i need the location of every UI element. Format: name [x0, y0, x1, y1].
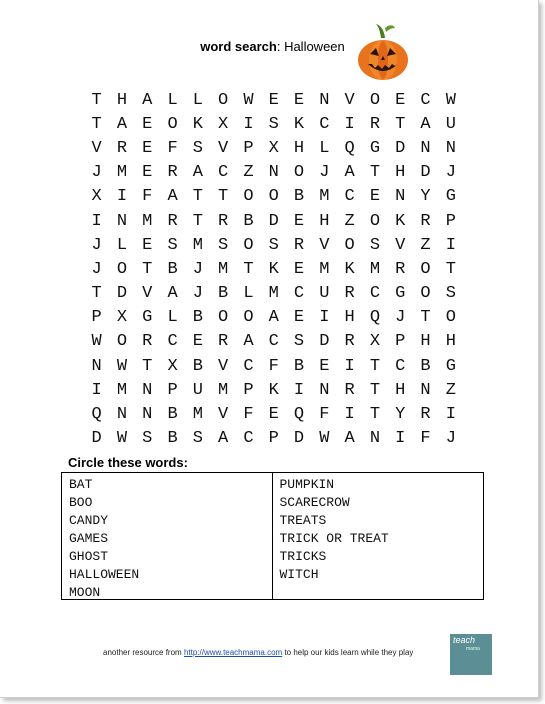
grid-letter[interactable]: Q	[344, 138, 355, 158]
grid-letter[interactable]: N	[445, 138, 456, 158]
grid-letter[interactable]: K	[268, 380, 279, 400]
grid-letter[interactable]: T	[192, 187, 203, 207]
grid-letter[interactable]: O	[116, 332, 128, 352]
grid-letter[interactable]: G	[395, 284, 406, 304]
grid-letter[interactable]: V	[319, 235, 330, 255]
grid-letter[interactable]: Z	[243, 163, 254, 183]
word-list-item: PUMPKIN	[279, 477, 335, 492]
grid-letter[interactable]: C	[344, 187, 355, 207]
grid-letter[interactable]: W	[243, 90, 254, 110]
grid-letter[interactable]: N	[319, 380, 330, 400]
grid-letter[interactable]: P	[445, 211, 456, 231]
grid-letter[interactable]: H	[420, 332, 431, 352]
grid-letter[interactable]: M	[192, 405, 203, 425]
grid-letter[interactable]: U	[445, 114, 456, 134]
grid-letter[interactable]: R	[344, 380, 355, 400]
grid-letter[interactable]: L	[167, 90, 178, 110]
grid-letter[interactable]: T	[243, 259, 254, 279]
footer-suffix: to help our kids learn while they play	[284, 648, 414, 657]
grid-letter[interactable]: O	[268, 187, 279, 207]
grid-letter[interactable]: T	[142, 356, 153, 376]
grid-letter[interactable]: I	[445, 235, 456, 255]
grid-letter[interactable]: E	[268, 405, 279, 425]
grid-letter[interactable]: S	[445, 284, 456, 304]
grid-letter[interactable]: H	[116, 90, 128, 110]
grid-letter[interactable]: B	[192, 356, 203, 376]
grid-letter[interactable]: J	[192, 259, 203, 279]
grid-letter[interactable]: R	[167, 163, 178, 183]
grid-letter[interactable]: A	[167, 284, 178, 304]
grid-letter[interactable]: T	[142, 259, 153, 279]
grid-letter[interactable]: O	[116, 259, 128, 279]
grid-letter[interactable]: M	[116, 163, 128, 183]
grid-row	[84, 161, 463, 185]
grid-letter[interactable]: X	[369, 332, 381, 352]
grid-letter[interactable]: N	[142, 380, 153, 400]
grid-letter[interactable]: A	[344, 429, 355, 449]
grid-letter[interactable]: L	[243, 284, 254, 304]
grid-letter[interactable]: B	[293, 187, 305, 207]
grid-letter[interactable]: D	[420, 163, 431, 183]
grid-letter[interactable]: S	[192, 138, 203, 158]
grid-letter[interactable]: H	[344, 308, 355, 328]
grid-row	[84, 233, 463, 257]
grid-row	[84, 257, 463, 281]
grid-letter[interactable]: V	[218, 405, 229, 425]
grid-letter[interactable]: T	[369, 405, 381, 425]
grid-letter[interactable]: M	[369, 259, 381, 279]
grid-row	[84, 282, 463, 306]
grid-letter[interactable]: O	[243, 235, 254, 255]
letter-grid	[84, 88, 463, 451]
word-list-heading: Circle these words:	[68, 455, 188, 470]
grid-letter[interactable]: O	[167, 114, 178, 134]
grid-letter[interactable]: J	[445, 163, 456, 183]
grid-letter[interactable]: T	[91, 114, 102, 134]
grid-letter[interactable]: M	[218, 259, 229, 279]
grid-letter[interactable]: R	[420, 211, 431, 231]
grid-letter[interactable]: W	[116, 356, 128, 376]
grid-letter[interactable]: M	[142, 211, 153, 231]
grid-letter[interactable]: S	[268, 114, 279, 134]
grid-letter[interactable]: L	[116, 235, 128, 255]
grid-letter[interactable]: P	[91, 308, 102, 328]
grid-letter[interactable]: Q	[369, 308, 381, 328]
grid-letter[interactable]: K	[192, 114, 203, 134]
grid-row	[84, 330, 463, 354]
grid-letter[interactable]: E	[142, 114, 153, 134]
word-list-right-column	[273, 473, 484, 599]
grid-letter[interactable]: K	[268, 259, 279, 279]
grid-letter[interactable]: P	[167, 380, 178, 400]
grid-letter[interactable]: G	[445, 356, 456, 376]
grid-letter[interactable]: A	[268, 308, 279, 328]
grid-letter[interactable]: J	[91, 163, 102, 183]
grid-letter[interactable]: A	[192, 163, 203, 183]
word-list-item: BOO	[69, 495, 93, 510]
grid-letter[interactable]: E	[293, 308, 305, 328]
grid-letter[interactable]: J	[91, 235, 102, 255]
grid-letter[interactable]: I	[395, 429, 406, 449]
grid-letter[interactable]: L	[167, 308, 178, 328]
grid-letter[interactable]: C	[167, 332, 178, 352]
word-list-item: SCARECROW	[279, 495, 350, 510]
grid-letter[interactable]: F	[142, 187, 153, 207]
grid-letter[interactable]: Y	[395, 405, 406, 425]
grid-letter[interactable]: N	[319, 90, 330, 110]
grid-row	[84, 112, 463, 136]
grid-letter[interactable]: R	[116, 138, 128, 158]
word-list-left-column	[62, 473, 273, 599]
word-list-item: TRICKS	[279, 549, 327, 564]
grid-letter[interactable]: Z	[420, 235, 431, 255]
grid-letter[interactable]: N	[116, 211, 128, 231]
grid-letter[interactable]: V	[142, 284, 153, 304]
word-list-item: CANDY	[69, 513, 109, 528]
grid-letter[interactable]: S	[293, 332, 305, 352]
word-list-item: GAMES	[69, 531, 109, 546]
grid-letter[interactable]: B	[293, 356, 305, 376]
grid-letter[interactable]: C	[218, 163, 229, 183]
footer-credit	[103, 648, 413, 657]
word-list-item: TRICK OR TREAT	[279, 531, 389, 546]
grid-row	[84, 378, 463, 402]
grid-letter[interactable]: J	[319, 163, 330, 183]
grid-letter[interactable]: Y	[420, 187, 431, 207]
grid-letter[interactable]: N	[369, 429, 381, 449]
grid-letter[interactable]: C	[369, 284, 381, 304]
grid-letter[interactable]: W	[116, 429, 128, 449]
grid-letter[interactable]: N	[420, 380, 431, 400]
grid-letter[interactable]: M	[268, 284, 279, 304]
grid-letter[interactable]: N	[395, 187, 406, 207]
grid-letter[interactable]: I	[344, 114, 355, 134]
grid-letter[interactable]: B	[167, 259, 178, 279]
grid-letter[interactable]: B	[192, 308, 203, 328]
grid-letter[interactable]: I	[445, 405, 456, 425]
grid-letter[interactable]: A	[167, 187, 178, 207]
grid-letter[interactable]: B	[167, 405, 178, 425]
grid-letter[interactable]: I	[293, 380, 305, 400]
grid-row	[84, 88, 463, 112]
grid-letter[interactable]: T	[395, 114, 406, 134]
grid-letter[interactable]: O	[369, 90, 381, 110]
grid-letter[interactable]: I	[319, 308, 330, 328]
grid-letter[interactable]: N	[420, 138, 431, 158]
grid-letter[interactable]: J	[91, 259, 102, 279]
grid-letter[interactable]: E	[142, 163, 153, 183]
grid-letter[interactable]: V	[91, 138, 102, 158]
grid-letter[interactable]: O	[218, 90, 229, 110]
grid-letter[interactable]: F	[167, 138, 178, 158]
grid-letter[interactable]: E	[293, 259, 305, 279]
grid-letter[interactable]: X	[218, 114, 229, 134]
grid-letter[interactable]: Q	[293, 405, 305, 425]
grid-letter[interactable]: B	[167, 429, 178, 449]
grid-letter[interactable]: V	[218, 138, 229, 158]
grid-letter[interactable]: C	[395, 356, 406, 376]
word-list-item: BAT	[69, 477, 93, 492]
grid-letter[interactable]: W	[319, 429, 330, 449]
grid-letter[interactable]: H	[319, 211, 330, 231]
grid-letter[interactable]: I	[91, 211, 102, 231]
word-list-item: GHOST	[69, 549, 109, 564]
grid-letter[interactable]: A	[116, 114, 128, 134]
grid-letter[interactable]: Z	[445, 380, 456, 400]
grid-letter[interactable]: H	[395, 163, 406, 183]
grid-letter[interactable]: M	[218, 380, 229, 400]
grid-letter[interactable]: P	[243, 380, 254, 400]
grid-letter[interactable]: T	[91, 90, 102, 110]
grid-letter[interactable]: L	[192, 90, 203, 110]
grid-letter[interactable]: E	[293, 211, 305, 231]
grid-letter[interactable]: B	[218, 284, 229, 304]
word-list-item: WITCH	[279, 567, 319, 582]
grid-letter[interactable]: R	[218, 211, 229, 231]
grid-letter[interactable]: I	[91, 380, 102, 400]
grid-letter[interactable]: R	[293, 235, 305, 255]
word-list-item: TREATS	[279, 513, 327, 528]
word-list-item: HALLOWEEN	[69, 567, 140, 582]
grid-letter[interactable]: O	[243, 308, 254, 328]
word-list-table	[61, 472, 484, 600]
grid-letter[interactable]: R	[344, 332, 355, 352]
word-list-item: MOON	[69, 585, 101, 600]
grid-letter[interactable]: D	[319, 332, 330, 352]
grid-letter[interactable]: R	[420, 405, 431, 425]
grid-letter[interactable]: X	[116, 308, 128, 328]
grid-letter[interactable]: T	[218, 187, 229, 207]
grid-letter[interactable]: C	[319, 114, 330, 134]
grid-letter[interactable]: A	[243, 332, 254, 352]
grid-letter[interactable]: E	[142, 235, 153, 255]
grid-letter[interactable]: T	[369, 163, 381, 183]
grid-letter[interactable]: S	[142, 429, 153, 449]
grid-letter[interactable]: J	[192, 284, 203, 304]
grid-letter[interactable]: R	[344, 284, 355, 304]
grid-letter[interactable]: G	[369, 138, 381, 158]
grid-letter[interactable]: Z	[344, 211, 355, 231]
grid-letter[interactable]: B	[243, 211, 254, 231]
grid-letter[interactable]: S	[369, 235, 381, 255]
grid-letter[interactable]: S	[268, 235, 279, 255]
grid-letter[interactable]: E	[395, 90, 406, 110]
grid-letter[interactable]: F	[319, 405, 330, 425]
grid-letter[interactable]: N	[91, 356, 102, 376]
grid-letter[interactable]: S	[192, 429, 203, 449]
grid-letter[interactable]: C	[293, 284, 305, 304]
grid-letter[interactable]: U	[319, 284, 330, 304]
grid-letter[interactable]: T	[192, 211, 203, 231]
grid-letter[interactable]: U	[192, 380, 203, 400]
grid-letter[interactable]: V	[344, 90, 355, 110]
grid-letter[interactable]: O	[344, 235, 355, 255]
grid-letter[interactable]: A	[344, 163, 355, 183]
grid-letter[interactable]: I	[344, 405, 355, 425]
grid-letter[interactable]: F	[420, 429, 431, 449]
grid-letter[interactable]: H	[293, 138, 305, 158]
jack-o-lantern-icon	[356, 22, 410, 82]
grid-letter[interactable]: O	[369, 211, 381, 231]
grid-letter[interactable]: N	[142, 405, 153, 425]
grid-row	[84, 209, 463, 233]
grid-letter[interactable]: P	[395, 332, 406, 352]
grid-row	[84, 354, 463, 378]
grid-letter[interactable]: W	[445, 90, 456, 110]
grid-letter[interactable]: N	[116, 405, 128, 425]
grid-letter[interactable]: J	[445, 429, 456, 449]
grid-letter[interactable]: A	[218, 429, 229, 449]
grid-letter[interactable]: V	[218, 356, 229, 376]
logo-subtext: mama	[466, 646, 480, 652]
grid-letter[interactable]: A	[142, 90, 153, 110]
grid-letter[interactable]: B	[420, 356, 431, 376]
grid-letter[interactable]: T	[445, 259, 456, 279]
grid-letter[interactable]: C	[268, 332, 279, 352]
grid-letter[interactable]: V	[395, 235, 406, 255]
grid-letter[interactable]: M	[116, 380, 128, 400]
grid-letter[interactable]: K	[293, 114, 305, 134]
grid-letter[interactable]: D	[395, 138, 406, 158]
grid-letter[interactable]: R	[218, 332, 229, 352]
title-bold: word search	[200, 39, 277, 54]
grid-letter[interactable]: G	[445, 187, 456, 207]
grid-row	[84, 306, 463, 330]
grid-letter[interactable]: A	[420, 114, 431, 134]
grid-row	[84, 427, 463, 451]
grid-letter[interactable]: O	[218, 308, 229, 328]
grid-letter[interactable]: S	[167, 235, 178, 255]
grid-letter[interactable]: O	[293, 163, 305, 183]
grid-letter[interactable]: R	[395, 259, 406, 279]
grid-letter[interactable]: F	[243, 405, 254, 425]
grid-letter[interactable]: I	[243, 114, 254, 134]
logo-text: teach	[453, 635, 476, 645]
grid-letter[interactable]: E	[268, 90, 279, 110]
grid-letter[interactable]: E	[192, 332, 203, 352]
grid-letter[interactable]: O	[243, 187, 254, 207]
grid-letter[interactable]: R	[369, 114, 381, 134]
grid-letter[interactable]: D	[293, 429, 305, 449]
grid-letter[interactable]: T	[369, 380, 381, 400]
grid-letter[interactable]: H	[445, 332, 456, 352]
grid-letter[interactable]: Q	[91, 405, 102, 425]
grid-letter[interactable]: D	[116, 284, 128, 304]
grid-letter[interactable]: C	[420, 90, 431, 110]
grid-letter[interactable]: E	[319, 356, 330, 376]
grid-letter[interactable]: O	[420, 284, 431, 304]
grid-letter[interactable]: E	[142, 138, 153, 158]
grid-letter[interactable]: C	[243, 429, 254, 449]
grid-letter[interactable]: I	[344, 356, 355, 376]
grid-letter[interactable]: F	[268, 356, 279, 376]
grid-letter[interactable]: P	[268, 429, 279, 449]
grid-letter[interactable]: T	[369, 356, 381, 376]
grid-letter[interactable]: O	[445, 308, 456, 328]
teachmama-logo	[450, 634, 492, 675]
grid-letter[interactable]: C	[243, 356, 254, 376]
grid-letter[interactable]: D	[91, 429, 102, 449]
grid-letter[interactable]: T	[91, 284, 102, 304]
grid-row	[84, 402, 463, 426]
grid-letter[interactable]: M	[192, 235, 203, 255]
grid-letter[interactable]: X	[167, 356, 178, 376]
grid-letter[interactable]: D	[268, 211, 279, 231]
grid-letter[interactable]: M	[319, 259, 330, 279]
grid-letter[interactable]: T	[420, 308, 431, 328]
footer-link[interactable]: http://www.teachmama.com	[183, 648, 283, 657]
grid-row	[84, 185, 463, 209]
page-title: word search: Halloween	[200, 39, 345, 54]
grid-letter[interactable]: K	[344, 259, 355, 279]
grid-letter[interactable]: E	[369, 187, 381, 207]
footer-prefix: another resource from	[103, 648, 182, 657]
grid-letter[interactable]: E	[293, 90, 305, 110]
grid-letter[interactable]: O	[420, 259, 431, 279]
grid-letter[interactable]: H	[395, 380, 406, 400]
grid-letter[interactable]: L	[319, 138, 330, 158]
grid-letter[interactable]: K	[395, 211, 406, 231]
grid-letter[interactable]: G	[142, 308, 153, 328]
grid-letter[interactable]: R	[142, 332, 153, 352]
grid-letter[interactable]: R	[167, 211, 178, 231]
grid-row	[84, 136, 463, 160]
grid-letter[interactable]: M	[319, 187, 330, 207]
grid-letter[interactable]: X	[268, 138, 279, 158]
grid-letter[interactable]: J	[395, 308, 406, 328]
grid-letter[interactable]: I	[116, 187, 128, 207]
grid-letter[interactable]: X	[91, 187, 102, 207]
grid-letter[interactable]: W	[91, 332, 102, 352]
grid-letter[interactable]: S	[218, 235, 229, 255]
title-rest: Halloween	[284, 39, 345, 54]
grid-letter[interactable]: P	[243, 138, 254, 158]
grid-letter[interactable]: N	[268, 163, 279, 183]
